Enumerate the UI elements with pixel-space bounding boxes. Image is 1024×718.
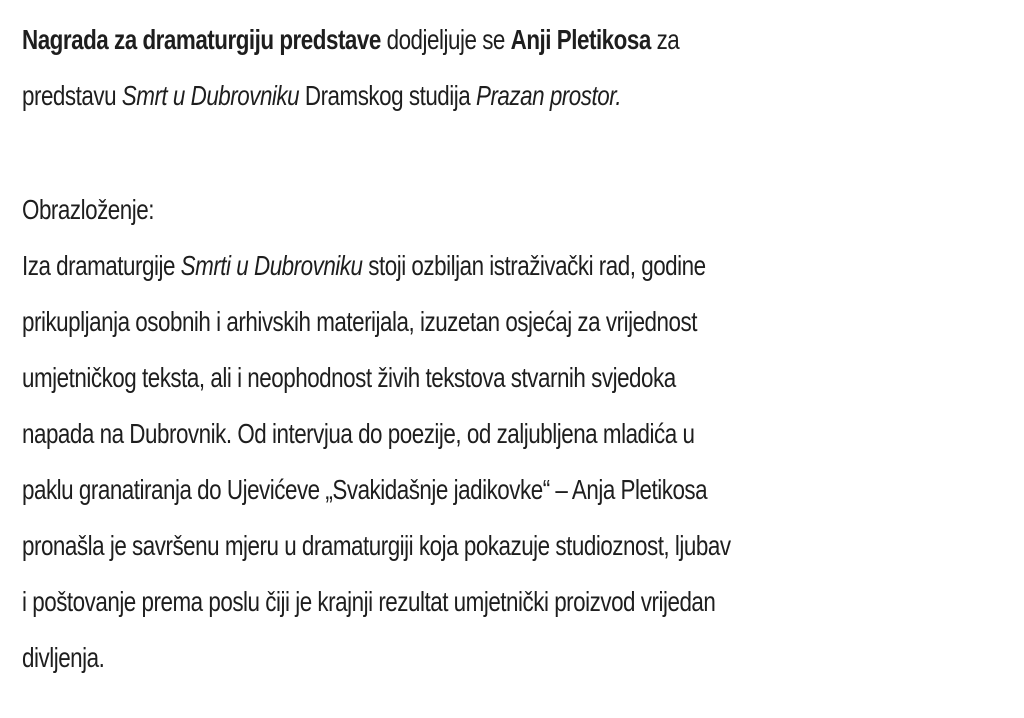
play-title-genitive: Smrti u Dubrovniku xyxy=(180,250,363,281)
award-name: Nagrada za dramaturgiju predstave xyxy=(22,24,381,55)
justification-line-8: divljenja. xyxy=(22,642,105,673)
award-document xyxy=(22,12,1008,686)
award-recipient: Anji Pletikosa xyxy=(510,24,651,55)
justification-heading: Obrazloženje: xyxy=(22,194,154,225)
studio-name: Prazan prostor. xyxy=(475,80,622,111)
justification-line-2: prikupljanja osobnih i arhivskih materijala, izuzetan osjećaj za vrijednost xyxy=(22,306,697,337)
justification-line-4: napada na Dubrovnik. Od intervjua do poezije, od zaljubljena mladića u xyxy=(22,418,695,449)
paragraph-gap xyxy=(22,124,1008,182)
justification-line-6: pronašla je savršenu mjeru u dramaturgiji koja pokazuje studioznost, ljubav xyxy=(22,530,731,561)
award-statement-line-2 xyxy=(22,68,1008,124)
justification-line-5: paklu granatiranja do Ujevićeve „Svakidašnje jadikovke“ – Anja Pletikosa xyxy=(22,474,708,505)
play-title: Smrt u Dubrovniku xyxy=(121,80,300,111)
award-text-4: Dramskog studija xyxy=(299,80,476,111)
justification-line-3: umjetničkog teksta, ali i neophodnost živih tekstova stvarnih svjedoka xyxy=(22,362,676,393)
justification-text-2: stoji ozbiljan istraživački rad, godine xyxy=(362,250,706,281)
award-text-2: za xyxy=(650,24,680,55)
justification-line-1 xyxy=(22,238,1008,294)
award-statement-line-1 xyxy=(22,12,1008,68)
award-text-1: dodjeljuje se xyxy=(380,24,511,55)
award-text-3: predstavu xyxy=(22,80,122,111)
justification-line-7: i poštovanje prema poslu čiji je krajnji rezultat umjetnički proizvod vrijedan xyxy=(22,586,716,617)
justification-text-1: Iza dramaturgije xyxy=(22,250,181,281)
